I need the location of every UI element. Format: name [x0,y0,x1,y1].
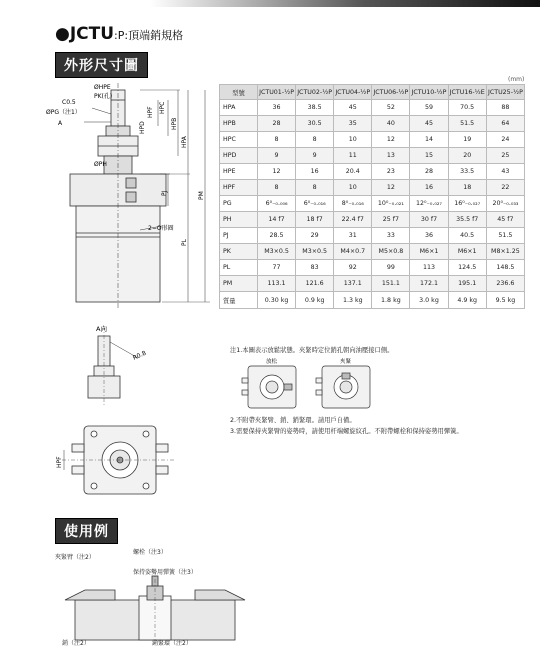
spec-cell: 10⁰₋₀.₀₂₁ [372,196,410,212]
spec-cell: 36 [258,100,296,116]
spec-row-label: PK [220,244,258,260]
top-accent-bar [150,0,540,7]
spec-header-cell: JCTU10-½P [410,85,448,100]
dim-hpa-label: HPA [181,136,188,148]
spec-cell: 0.9 kg [296,292,334,309]
spec-cell: 18 [448,180,486,196]
spec-cell: 22.4 f7 [334,212,372,228]
spec-cell: M6×1 [410,244,448,260]
spec-cell: 113.1 [258,276,296,292]
spec-cell: 64 [486,116,524,132]
dim-pl-label: PL [181,239,188,246]
spec-cell: 1.8 kg [372,292,410,309]
spec-cell: 13 [372,148,410,164]
spec-cell: 121.6 [296,276,334,292]
spec-cell: 195.1 [448,276,486,292]
spec-cell: 28 [410,164,448,180]
spec-table-row [220,292,525,309]
spec-row-label: PG [220,196,258,212]
spec-cell: 70.5 [448,100,486,116]
note-2: 2.不附帶夾緊臂、銷、銷緊環。請用戶自備。 [230,417,356,424]
usage-pin-label: 銷（注2） [62,640,90,647]
spec-cell: 137.1 [334,276,372,292]
spec-cell: 151.1 [372,276,410,292]
spec-cell: 8 [296,180,334,196]
dim-phpe-label: ØHPE [94,84,111,91]
spec-cell: 99 [372,260,410,276]
dim-pm-label: PM [198,191,205,200]
spec-header-cell: JCTU01-½P [258,85,296,100]
spec-cell: 30.5 [296,116,334,132]
spec-cell: 113 [410,260,448,276]
spec-cell: 19 [448,132,486,148]
usage-bolt-label: 螺栓（注3） [133,549,167,556]
spec-cell: 9 [258,148,296,164]
spec-row-label: PJ [220,228,258,244]
spec-table-row [220,260,525,276]
spec-row-label: HPD [220,148,258,164]
spec-header-cell: JCTU16-½E [448,85,486,100]
spec-cell: 16 [410,180,448,196]
spec-cell: M5×0.8 [372,244,410,260]
spec-cell: 33 [372,228,410,244]
spec-cell: 35 [334,116,372,132]
spec-header-cell: 型號 [220,85,258,100]
dim-hpd-label: HPD [139,121,146,134]
spec-cell: 29 [296,228,334,244]
usage-drawing [55,566,255,646]
spec-cell: 3.0 kg [410,292,448,309]
spec-cell: 36 [410,228,448,244]
dim-hpc-label: HPC [159,101,166,114]
spec-cell: M6×1 [448,244,486,260]
note-3: 3.需要保持夾緊臂的姿勢時，請使用杆端螺旋紋孔。不附帶螺栓和保持姿勢用彈簧。 [230,428,463,435]
spec-cell: 28 [258,116,296,132]
spec-cell: 9 [296,148,334,164]
note-1: 注1.本圖表示放鬆狀態。夾緊時定位銷孔朝向油壓接口側。 [230,347,394,354]
spec-cell: M3×0.5 [296,244,334,260]
spec-cell: 83 [296,260,334,276]
bottom-hpf-label: HPF [56,456,63,468]
spec-cell: 22 [486,180,524,196]
spec-cell: 10 [334,132,372,148]
spec-cell: 20.4 [334,164,372,180]
spec-cell: 236.6 [486,276,524,292]
spec-cell: 172.1 [410,276,448,292]
spec-row-label: HPA [220,100,258,116]
spec-cell: 40 [372,116,410,132]
a-view-drawing [72,322,182,412]
spec-row-label: PH [220,212,258,228]
spec-cell: 20⁰₋₀.₀₃₃ [486,196,524,212]
usage-arm-label: 夾緊臂（注2） [55,554,95,561]
clamp-label: 夾緊 [340,359,352,365]
bottom-view-drawing [52,420,182,500]
spec-cell: 40.5 [448,228,486,244]
spec-cell: 16 [296,164,334,180]
spec-header-cell: JCTU04-½P [334,85,372,100]
spec-cell: 0.30 kg [258,292,296,309]
spec-cell: 12⁰₋₀.₀₂₇ [410,196,448,212]
spec-cell: 12 [372,132,410,148]
spec-cell: 20 [448,148,486,164]
spec-table-row [220,228,525,244]
spec-cell: 51.5 [486,228,524,244]
spec-cell: 11 [334,148,372,164]
page-title [55,24,183,44]
spec-row-label: HPF [220,180,258,196]
spec-table-row [220,196,525,212]
spec-cell: 14 f7 [258,212,296,228]
spec-cell: 59 [410,100,448,116]
spec-row-label: 質量 [220,292,258,309]
release-label: 放松 [266,359,278,365]
spec-table-row [220,132,525,148]
spec-cell: 24 [486,132,524,148]
spec-cell: 8 [258,180,296,196]
spec-cell: 4.9 kg [448,292,486,309]
section-usage-badge: 使用例 [55,518,118,544]
spec-header-cell: JCTU25-½P [486,85,524,100]
spec-cell: 124.5 [448,260,486,276]
usage-ring-label: 銷緊環（注2） [152,640,192,647]
spec-cell: 45 [334,100,372,116]
spec-cell: 25 [486,148,524,164]
dim-phg-label: ØPG（注1） [46,109,81,116]
spec-cell: 45 f7 [486,212,524,228]
usage-spring-label: 保持姿勢用彈簧（注3） [133,569,197,576]
spec-cell: 15 [410,148,448,164]
dim-ph-label: ØPH [94,161,107,168]
spec-header-cell: JCTU02-½P [296,85,334,100]
dim-hpb-label: HPB [171,117,178,130]
spec-cell: 16⁰₋₀.₀₂₇ [448,196,486,212]
spec-cell: 14 [410,132,448,148]
spec-cell: 92 [334,260,372,276]
spec-cell: 18 f7 [296,212,334,228]
spec-cell: 35.5 f7 [448,212,486,228]
dim-pj-label: PJ [161,190,168,196]
spec-cell: 9.5 kg [486,292,524,309]
spec-table-row [220,180,525,196]
dim-c05-label: C0.5 [62,99,76,106]
a-view-r-label: R0.8 [131,349,148,362]
dim-pk-label: PK(孔) [94,93,113,100]
spec-cell: 25 f7 [372,212,410,228]
spec-cell: 8 [296,132,334,148]
spec-row-label: HPC [220,132,258,148]
spec-header-cell: JCTU06-½P [372,85,410,100]
spec-cell: 12 [372,180,410,196]
spec-row-label: HPE [220,164,258,180]
spec-cell: 23 [372,164,410,180]
title-model: JCTU [69,24,115,44]
spec-cell: 6⁰₋₀.₀₁₆ [296,196,334,212]
spec-cell: 52 [372,100,410,116]
spec-cell: 31 [334,228,372,244]
dim-hpf-label: HPF [147,106,154,118]
spec-table-row [220,212,525,228]
section-dimensions-badge: 外形尺寸圖 [55,52,148,78]
spec-cell: 38.5 [296,100,334,116]
spec-cell: 8⁰₋₀.₀₁₆ [334,196,372,212]
spec-table [219,84,525,309]
dim-o-ring-label: 2−O形圈 [148,225,174,232]
spec-row-label: PM [220,276,258,292]
spec-cell: 12 [258,164,296,180]
spec-cell: 8 [258,132,296,148]
a-view-label: A向 [96,325,107,333]
spec-cell: 43 [486,164,524,180]
spec-cell: M3×0.5 [258,244,296,260]
title-subtitle: :P:頂端銷規格 [114,29,184,42]
spec-table-row [220,164,525,180]
spec-row-label: HPB [220,116,258,132]
spec-table-row [220,100,525,116]
spec-cell: 88 [486,100,524,116]
spec-table-row [220,276,525,292]
spec-table-header-row [220,85,525,100]
spec-cell: M8×1.25 [486,244,524,260]
spec-cell: 77 [258,260,296,276]
spec-table-row [220,116,525,132]
spec-table-row [220,148,525,164]
dim-a-label: A [58,120,63,127]
spec-cell: 33.5 [448,164,486,180]
spec-cell: 45 [410,116,448,132]
spec-cell: 148.5 [486,260,524,276]
spec-row-label: PL [220,260,258,276]
spec-cell: M4×0.7 [334,244,372,260]
spec-cell: 10 [334,180,372,196]
spec-cell: 28.5 [258,228,296,244]
unit-label: (mm) [508,76,525,83]
spec-cell: 30 f7 [410,212,448,228]
spec-cell: 51.5 [448,116,486,132]
spec-table-row [220,244,525,260]
spec-cell: 1.3 kg [334,292,372,309]
title-bullet: ● [55,24,70,44]
release-clamp-diagram [240,356,380,412]
spec-cell: 6⁰₋₀.₀₀₆ [258,196,296,212]
